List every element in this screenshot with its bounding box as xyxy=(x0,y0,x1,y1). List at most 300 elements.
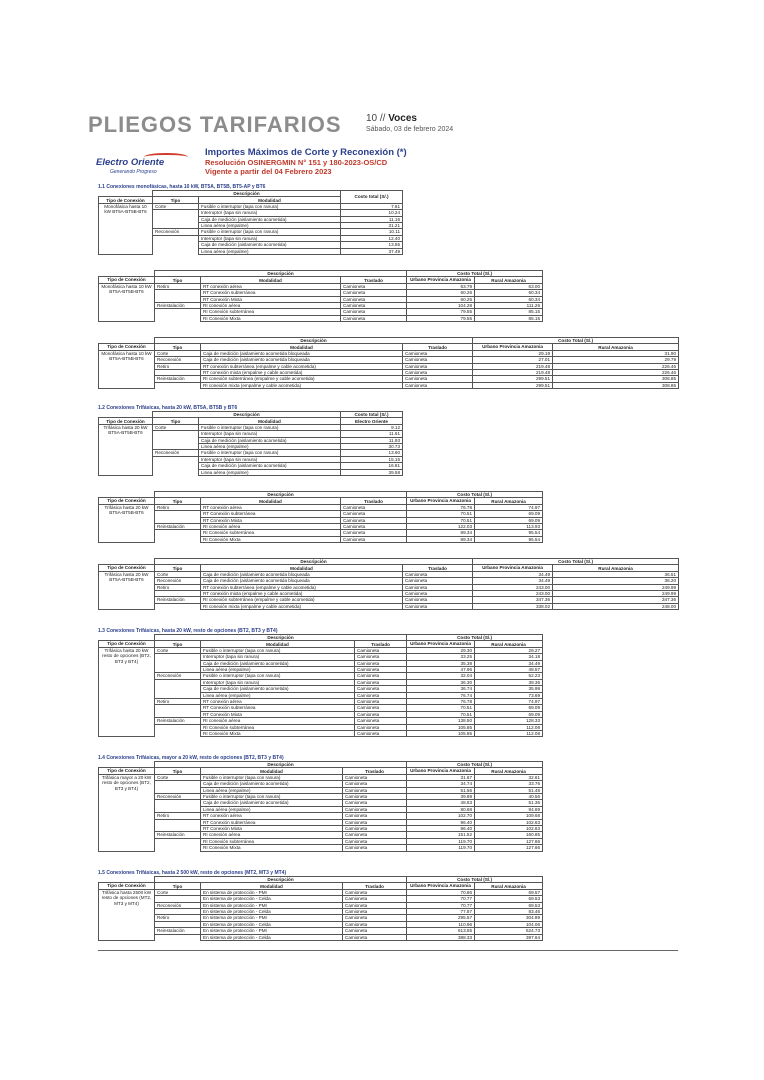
table-row xyxy=(99,731,543,737)
table-cell: 31.21 xyxy=(341,223,403,229)
table-cell: 69.09 xyxy=(475,711,543,717)
table-cell: 138.50 xyxy=(407,718,475,724)
table-cell: Camioneta xyxy=(341,309,407,315)
table-cell: Camioneta xyxy=(343,819,407,825)
table-cell: Reinstalación xyxy=(155,303,201,309)
table-cell: 77.87 xyxy=(407,909,475,915)
table-cell: 299.51 xyxy=(473,376,553,382)
table-cell: Camioneta xyxy=(355,660,407,666)
table-cell: 613.55 xyxy=(407,928,475,934)
table-cell: 16.81 xyxy=(341,463,403,469)
table-cell: Reconexión xyxy=(153,229,199,235)
table-cell: Urbano Provincia Amazonia xyxy=(407,768,475,774)
table-cell: 347.36 xyxy=(553,597,679,603)
table-cell: 80.68 xyxy=(407,806,475,812)
table-cell: 27.01 xyxy=(473,357,553,363)
table-cell: Trifásica hasta 20 kW BT5A-BT5B-BT6 xyxy=(99,504,155,542)
table-cell: 39.58 xyxy=(341,469,403,475)
table-cell: Camioneta xyxy=(343,781,407,787)
electro-oriente-logo xyxy=(96,149,196,183)
table-cell: 11.16 xyxy=(341,216,403,222)
table-1-3 xyxy=(98,634,543,737)
table-cell: 60.34 xyxy=(475,296,543,302)
table-cell: Reconexión xyxy=(155,578,201,584)
table-cell: 110.96 xyxy=(407,921,475,927)
table-cell: 84.69 xyxy=(475,806,543,812)
table-cell: 9.12 xyxy=(341,424,403,430)
table-cell: Fusible o interruptor (tapa con ranura) xyxy=(201,673,355,679)
table-cell: Traslado xyxy=(343,883,407,889)
table-cell: 10.11 xyxy=(341,229,403,235)
table-cell: 112.08 xyxy=(475,731,543,737)
table-cell: Linea aérea (empalme) xyxy=(199,469,341,475)
table-cell: Retiro xyxy=(155,504,201,510)
table-cell: Reconexión xyxy=(155,794,201,800)
table-cell: 119.70 xyxy=(407,838,475,844)
table-cell: Descripción xyxy=(155,271,407,277)
table-cell: 102.70 xyxy=(407,813,475,819)
table-cell: Monofásica hasta 10 kW BT5A-BT5B-BT6 xyxy=(99,283,155,321)
table-cell: Interruptor (tapa sin ranura) xyxy=(201,679,355,685)
table-cell: Fusible o interruptor (tapa con ranura) xyxy=(201,647,355,653)
table-cell: 51.36 xyxy=(475,800,543,806)
table-cell: 308.85 xyxy=(553,376,679,382)
table-cell: Camioneta xyxy=(355,711,407,717)
table-cell: 249.99 xyxy=(553,584,679,590)
table-cell: 39.89 xyxy=(407,794,475,800)
table-cell: Reconexión xyxy=(155,902,201,908)
table-cell: Camioneta xyxy=(403,571,473,577)
table-cell: 74.97 xyxy=(475,504,543,510)
table-cell: Rural Amazonia xyxy=(475,641,543,647)
table-cell: 74.97 xyxy=(475,699,543,705)
table-cell: 160.85 xyxy=(475,832,543,838)
table-cell: Camioneta xyxy=(343,902,407,908)
table-cell xyxy=(155,603,201,609)
table-cell: Camioneta xyxy=(343,934,407,940)
table-cell: Urbano Provincia Amazonia xyxy=(473,565,553,571)
table-cell: Costo Total (S/.) xyxy=(473,559,679,565)
table-cell: Caja de medición (aislamiento acometida bloqueada xyxy=(201,571,403,577)
table-cell: RI Conexión subterránea xyxy=(201,530,341,536)
table-cell: Fusible o interruptor (tapa con ranura) xyxy=(199,450,341,456)
table-cell: Rural Amazonia xyxy=(475,498,543,504)
table-cell: Corte xyxy=(155,571,201,577)
table-cell: 48.63 xyxy=(407,800,475,806)
table-cell: RT Conexión Mixta xyxy=(201,517,341,523)
table-cell: 11.61 xyxy=(341,431,403,437)
table-cell: 47.96 xyxy=(407,667,475,673)
table-cell: Caja de medición (aislamiento acometida) xyxy=(201,686,355,692)
table-cell: Camioneta xyxy=(403,363,473,369)
table-cell: Camioneta xyxy=(343,909,407,915)
table-cell: Interruptor (tapa sin ranura) xyxy=(199,210,341,216)
table-cell: Costo Total (S/.) xyxy=(473,338,679,344)
table-cell: 10.24 xyxy=(341,210,403,216)
table-cell: Camioneta xyxy=(343,896,407,902)
document-title: Importes Máximos de Corte y Reconexión (*) xyxy=(205,147,407,158)
table-cell: RI conexión aérea xyxy=(201,832,343,838)
table-cell: Camioneta xyxy=(343,921,407,927)
table-cell: Camioneta xyxy=(341,536,407,542)
table-cell: RT conexión aérea xyxy=(201,504,341,510)
table-cell: RI conexión aérea xyxy=(201,303,341,309)
table-row xyxy=(99,315,543,321)
table-cell: Tipo xyxy=(153,197,199,203)
table-cell: Camioneta xyxy=(355,654,407,660)
table-cell: 63.79 xyxy=(407,283,475,289)
table-cell xyxy=(153,469,199,475)
table-cell: Descripción xyxy=(155,338,473,344)
table-cell: Camioneta xyxy=(355,647,407,653)
table-cell: Camioneta xyxy=(343,838,407,844)
table-cell: Camioneta xyxy=(355,699,407,705)
table-cell: Camioneta xyxy=(343,787,407,793)
table-cell: 96.40 xyxy=(407,826,475,832)
table-cell: 31.67 xyxy=(407,774,475,780)
table-cell: Monofásica hasta 10 kW BT5A-BT5B-BT6 xyxy=(99,350,155,388)
table-cell: 70.51 xyxy=(407,517,475,523)
table-cell: 36.51 xyxy=(553,571,679,577)
table-cell: 388.33 xyxy=(407,934,475,940)
table-cell: 70.51 xyxy=(407,511,475,517)
table-cell: En sistema de protección - PMI xyxy=(201,902,343,908)
table-cell: 29.27 xyxy=(475,647,543,653)
table-cell: 69.57 xyxy=(475,889,543,895)
table-cell: 34.74 xyxy=(407,781,475,787)
table-cell: Costo Total (S/.) xyxy=(407,762,543,768)
table-cell: 127.66 xyxy=(475,845,543,851)
table-cell: 33.25 xyxy=(407,654,475,660)
table-cell: Camioneta xyxy=(355,718,407,724)
table-cell: Rural Amazonia xyxy=(475,277,543,283)
table-cell: Camioneta xyxy=(343,928,407,934)
table-cell: Trifásica hasta 2500 kW resto de opciones (MT2, MT3 y MT4) xyxy=(99,889,155,940)
table-cell: Camioneta xyxy=(355,705,407,711)
table-cell: RT Conexión Mixta xyxy=(201,711,355,717)
table-1-4 xyxy=(98,761,543,852)
table-cell: Traslado xyxy=(403,565,473,571)
table-cell: En sistema de protección - PMI xyxy=(201,889,343,895)
table-cell: 7.61 xyxy=(341,203,403,209)
table-cell: Camioneta xyxy=(341,524,407,530)
table-cell: Linea aérea (empalme) xyxy=(201,692,355,698)
table-cell: Modalidad xyxy=(199,418,341,424)
table-cell: 219.48 xyxy=(473,363,553,369)
table-cell: Modalidad xyxy=(201,498,341,504)
table-row xyxy=(99,845,543,851)
table-cell: Tipo xyxy=(155,277,201,283)
document-header xyxy=(205,147,585,176)
table-cell: Camioneta xyxy=(355,686,407,692)
table-cell: 70.51 xyxy=(407,711,475,717)
table-cell: En sistema de protección - Celda xyxy=(201,909,343,915)
table-cell: Tipo de Conexión xyxy=(99,197,153,203)
table-cell: Retiro xyxy=(155,813,201,819)
table-cell: 70.51 xyxy=(407,705,475,711)
table-cell: Corte xyxy=(155,647,201,653)
table-row xyxy=(99,603,679,609)
table-cell xyxy=(155,845,201,851)
table-cell: Tipo de Conexión xyxy=(99,418,153,424)
table-cell: Tipo xyxy=(155,641,201,647)
table-cell: 127.66 xyxy=(475,838,543,844)
table-cell: Linea aérea (empalme) xyxy=(199,444,341,450)
table-cell: Camioneta xyxy=(403,603,473,609)
table-cell: Modalidad xyxy=(201,277,341,283)
table-cell: Descripción xyxy=(155,492,407,498)
table-cell: Camioneta xyxy=(343,915,407,921)
table-cell: Camioneta xyxy=(343,806,407,812)
table-cell: Modalidad xyxy=(201,641,355,647)
table-cell: Linea aérea (empalme) xyxy=(201,667,355,673)
table-cell: Tipo xyxy=(155,883,201,889)
table-cell: 30.73 xyxy=(341,444,403,450)
table-cell: Camioneta xyxy=(403,578,473,584)
table-cell: Corte xyxy=(153,424,199,430)
table-cell: 295.57 xyxy=(407,915,475,921)
table-cell: Caja de medición (aislamiento acometida) xyxy=(199,242,341,248)
table-cell: Modalidad xyxy=(201,768,343,774)
table-cell: Modalidad xyxy=(201,344,403,350)
table-cell: Reinstalación xyxy=(155,376,201,382)
document-validity: Vigente a partir del 04 Febrero 2023 xyxy=(205,167,332,176)
table-cell: Traslado xyxy=(341,277,407,283)
table-cell: 89.34 xyxy=(407,536,475,542)
table-cell: Urbano Provincia Amazonia xyxy=(407,277,475,283)
table-cell: Costo Total (S/.) xyxy=(407,271,543,277)
table-cell: Costo Total (S/.) xyxy=(407,492,543,498)
table-cell: RI Conexión subterránea xyxy=(201,838,343,844)
table-cell: Camioneta xyxy=(355,724,407,730)
table-1-1-corte-reconexion xyxy=(98,190,403,255)
table-cell: Urbano Provincia Amazonia xyxy=(407,883,475,889)
table-1-2-corte-reconexion xyxy=(98,411,403,476)
table-cell: 96.40 xyxy=(407,819,475,825)
table-cell: Camioneta xyxy=(403,584,473,590)
table-cell: Trifásica hasta 20 kW BT5A-BT5B-BT6 xyxy=(99,424,153,475)
table-cell: 73.69 xyxy=(475,692,543,698)
table-cell: Camioneta xyxy=(403,370,473,376)
table-cell: Fusible o interruptor (tapa con ranura) xyxy=(201,794,343,800)
table-cell: 113.93 xyxy=(475,524,543,530)
table-cell: 60.26 xyxy=(407,296,475,302)
table-cell: Interruptor (tapa sin ranura) xyxy=(199,431,341,437)
table-cell: Urbano Provincia Amazonia xyxy=(407,498,475,504)
table-cell: Tipo de Conexión xyxy=(99,768,155,774)
table-cell: Corte xyxy=(155,889,201,895)
table-cell: 76.78 xyxy=(407,504,475,510)
table-cell: En sistema de protección - Celda xyxy=(201,921,343,927)
table-cell: Retiro xyxy=(155,283,201,289)
table-cell: 51.48 xyxy=(475,787,543,793)
table-cell: Corte xyxy=(153,203,199,209)
table-cell: Camioneta xyxy=(341,283,407,289)
table-cell: 79.55 xyxy=(407,309,475,315)
table-cell: Camioneta xyxy=(341,315,407,321)
table-cell: RT Conexión subterránea xyxy=(201,511,341,517)
table-cell: Linea aérea (empalme) xyxy=(201,787,343,793)
document-resolution: Resolución OSINERGMIN N° 151 y 180-2023-OS/CD xyxy=(205,158,388,167)
table-cell: Camioneta xyxy=(403,350,473,356)
table-cell: Camioneta xyxy=(343,794,407,800)
table-cell: 104.06 xyxy=(475,921,543,927)
table-cell xyxy=(155,536,201,542)
table-cell: RI conexión mixta (empalme y cable acometida) xyxy=(201,382,403,388)
table-cell: Descripción xyxy=(155,635,407,641)
masthead xyxy=(88,112,568,138)
table-cell: Retiro xyxy=(155,699,201,705)
table-cell: Camioneta xyxy=(403,382,473,388)
table-cell: Linea aérea (empalme) xyxy=(199,248,341,254)
table-cell: Camioneta xyxy=(343,800,407,806)
table-cell: Tipo xyxy=(155,498,201,504)
table-cell: 308.85 xyxy=(553,382,679,388)
table-cell: Costo Total (S/.) xyxy=(407,635,543,641)
table-cell: Camioneta xyxy=(403,376,473,382)
table-cell: Caja de medición (aislamiento acometida) xyxy=(199,437,341,443)
table-cell: 243.00 xyxy=(473,591,553,597)
table-cell: Trifásica hasta 20 kW resto de opciones (BT2, BT3 y BT4) xyxy=(99,647,155,737)
table-cell: Tipo de Conexión xyxy=(99,498,155,504)
table-cell: 48.57 xyxy=(475,667,543,673)
table-cell: Tipo de Conexión xyxy=(99,883,155,889)
table-cell: 85.15 xyxy=(475,315,543,321)
table-cell: RI conexión mixta (empalme y cable acometida) xyxy=(201,603,403,609)
table-cell: Rural Amazonia xyxy=(475,768,543,774)
table-cell: Caja de medición (aislamiento acometida bloqueada xyxy=(201,350,403,356)
table-cell: Traslado xyxy=(355,641,407,647)
table-cell: Electro Oriente xyxy=(341,418,403,424)
table-cell: RT Conexión Mixta xyxy=(201,296,341,302)
table-cell: Costo total (S/.) xyxy=(341,412,403,418)
table-cell: 226.46 xyxy=(553,363,679,369)
table-cell: Reinstalación xyxy=(155,718,201,724)
table-cell: Costo total (S/.) xyxy=(341,191,403,204)
table-cell: Monofásica hasta 10 kW BT5A-BT5B-BT6 xyxy=(99,203,153,254)
table-cell: Reconexión xyxy=(155,357,201,363)
table-cell: 11.93 xyxy=(341,437,403,443)
logo-brand: Electro Oriente xyxy=(96,157,165,168)
table-cell: Interruptor (tapa sin ranura) xyxy=(201,654,355,660)
table-cell: RT Conexión subterránea xyxy=(201,819,343,825)
table-cell: RI conexión subterránea (empalme y cable acometida) xyxy=(201,376,403,382)
table-cell: RT conexión subterránea (empalme y cable acometida) xyxy=(201,363,403,369)
table-cell: Descripción xyxy=(155,762,407,768)
table-cell: Retiro xyxy=(155,584,201,590)
table-cell: 39.36 xyxy=(475,679,543,685)
table-cell: 347.36 xyxy=(473,597,553,603)
table-cell: 35.98 xyxy=(475,686,543,692)
table-row xyxy=(99,382,679,388)
table-cell: Traslado xyxy=(403,344,473,350)
table-cell xyxy=(153,248,199,254)
table-cell: 36.30 xyxy=(407,679,475,685)
table-cell: RI Conexión Mixta xyxy=(201,845,343,851)
table-cell: 219.48 xyxy=(473,370,553,376)
table-1-1-subterranea xyxy=(98,337,679,389)
table-cell: Interruptor (tapa sin ranura) xyxy=(199,456,341,462)
table-cell: 32.61 xyxy=(475,774,543,780)
table-cell: Rural Amazonia xyxy=(475,883,543,889)
table-cell: Camioneta xyxy=(341,303,407,309)
table-cell: Linea aérea (empalme) xyxy=(201,806,343,812)
table-cell: 397.64 xyxy=(475,934,543,940)
table-cell: Tipo de Conexión xyxy=(99,565,155,571)
table-cell: 128.33 xyxy=(475,718,543,724)
table-cell: RI Conexión Mixta xyxy=(201,315,341,321)
table-cell: Caja de medición (aislamiento acometida) xyxy=(199,216,341,222)
table-cell: 33.76 xyxy=(475,781,543,787)
table-cell: 109.68 xyxy=(475,813,543,819)
masthead-date: Sábado, 03 de febrero 2024 xyxy=(366,126,454,133)
table-cell: 34.18 xyxy=(475,654,543,660)
table-cell: Descripción xyxy=(153,412,341,418)
table-cell: 79.55 xyxy=(407,315,475,321)
table-cell: 151.52 xyxy=(407,832,475,838)
table-cell: Corte xyxy=(155,774,201,780)
table-cell: 52.23 xyxy=(475,673,543,679)
table-cell: 34.49 xyxy=(473,578,553,584)
table-cell: 89.34 xyxy=(407,530,475,536)
table-cell: 83.46 xyxy=(475,909,543,915)
table-cell: 40.56 xyxy=(475,794,543,800)
table-cell: 95.54 xyxy=(475,536,543,542)
table-cell: RT conexión mixta (empalme y cable acometida) xyxy=(201,370,403,376)
table-cell: Camioneta xyxy=(341,290,407,296)
table-cell: RI conexión aérea xyxy=(201,718,355,724)
table-cell: Tipo xyxy=(155,768,201,774)
table-cell: Fusible o interruptor (tapa con ranura) xyxy=(199,229,341,235)
table-cell: Caja de medición (aislamiento acometida) xyxy=(201,800,343,806)
table-cell: RI conexión aérea xyxy=(201,524,341,530)
table-1-5 xyxy=(98,876,543,941)
table-cell: 69.09 xyxy=(475,511,543,517)
table-cell: Caja de medición (aislamiento acometida) xyxy=(201,660,355,666)
table-cell: Rural Amazonia xyxy=(553,565,679,571)
table-cell: Reconexión xyxy=(155,673,201,679)
table-cell: 112.08 xyxy=(475,724,543,730)
table-cell: Caja de medición (aislamiento acometida bloqueada xyxy=(201,357,403,363)
table-cell: Camioneta xyxy=(343,813,407,819)
section-1-4: 1.4 Conexiones Trifásicas, mayor a 20 kW, resto de opciones (BT2, BT3 y BT4) xyxy=(98,755,284,761)
table-cell: 51.56 xyxy=(407,787,475,793)
table-cell: 13.55 xyxy=(341,242,403,248)
table-cell: 69.09 xyxy=(475,705,543,711)
table-cell xyxy=(155,731,201,737)
section-1-1: 1.1 Conexiones monofásicas, hasta 10 kW, BT5A, BT5B, BT5-AP y BT6 xyxy=(98,184,266,190)
table-cell: Retiro xyxy=(155,915,201,921)
table-cell: 624.73 xyxy=(475,928,543,934)
table-cell: Trifásica hasta 20 kW BT5A-BT5B-BT6 xyxy=(99,571,155,609)
table-cell: 105.85 xyxy=(407,731,475,737)
table-row xyxy=(99,536,543,542)
table-cell: Camioneta xyxy=(355,731,407,737)
table-cell: Fusible o interruptor (tapa con ranura) xyxy=(199,203,341,209)
table-row xyxy=(99,934,543,940)
table-cell: Camioneta xyxy=(343,889,407,895)
table-cell: RT Conexión Mixta xyxy=(201,826,343,832)
logo-slogan: Generando Progreso xyxy=(110,169,157,175)
table-cell: Camioneta xyxy=(343,774,407,780)
table-cell: Camioneta xyxy=(355,692,407,698)
table-cell: Tipo de Conexión xyxy=(99,641,155,647)
table-cell: Camioneta xyxy=(341,530,407,536)
table-cell: Modalidad xyxy=(201,565,403,571)
table-cell: Descripción xyxy=(155,559,473,565)
table-cell: 29.30 xyxy=(407,647,475,653)
table-cell: Reinstalación xyxy=(155,597,201,603)
